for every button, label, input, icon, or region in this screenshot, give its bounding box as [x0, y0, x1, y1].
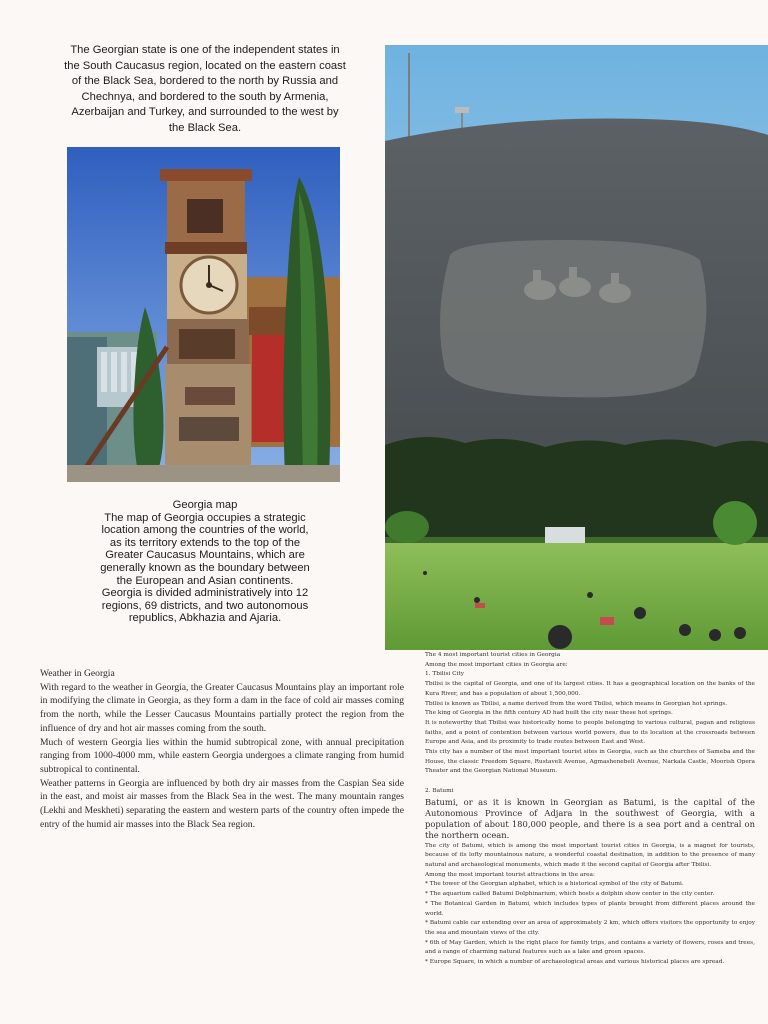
cities-subheading: Among the most important cities in Georgia are:: [425, 661, 568, 668]
batumi-attraction: * Europe Square, in which a number of archaeological areas and various historical places are spread.: [425, 959, 725, 966]
map-section-title: Georgia map: [172, 499, 238, 511]
batumi-lead: Batumi, or as it is known in Georgian as Batumi, is the capital of the Autonomous Province of Adjara in the southwest of Georgia, with a population of about 180,000 people, and there is a sea port and a central on the northern ocean.: [425, 796, 755, 841]
batumi-attraction: * The Botanical Garden in Batumi, which includes types of plants brought from different places around the world.: [425, 900, 755, 917]
batumi-attraction: * The aquarium called Batumi Dolphinarium, which hosts a dolphin show center in the city center.: [425, 891, 715, 898]
tbilisi-paragraph-3: The king of Georgia in the fifth century AD had built the city near these hot springs.: [425, 710, 673, 717]
weather-paragraph-3: Weather patterns in Georgia are influenced by both dry air masses from the Caspian Sea side in the east, and moist air masses from the Black Sea in the west. The many mountain ranges (Lekhi and Meskheti) separating the eastern and western parts of the country often impede the entry of the humid air masses into the Black Sea region.: [40, 777, 404, 830]
batumi-title: 2. Batumi: [425, 788, 454, 795]
section-spacer: [425, 777, 755, 787]
tbilisi-paragraph-1: Tbilisi is the capital of Georgia, and one of its largest cities. It has a geographical location on the banks of the Kura River, and has a population of about 1,500,000.: [425, 681, 755, 697]
weather-section: [40, 667, 404, 831]
weather-paragraph-2: Much of western Georgia lies within the humid subtropical zone, with annual precipitation ranging from 1000-4000 mm, while eastern Georgia undergoes a climate ranging from humid subtropical to continental.: [40, 736, 404, 775]
map-section-text: The map of Georgia occupies a strategic location among the countries of the world, as its territory extends to the top of the Greater Caucasus Mountains, which are generally known as the boundary between the European and Asian continents. Georgia is divided administratively into 12 regions, 69 districts, and two autonomous republics, Abkhazia and Ajaria.: [100, 511, 310, 625]
weather-title: Weather in Georgia: [40, 668, 115, 679]
batumi-attraction: * 6th of May Garden, which is the right place for family trips, and contains a variety of flowers, roses and trees, and a range of charming natural features such as a lake and green spaces.: [425, 939, 755, 956]
batumi-attractions-intro: Among the most important tourist attractions in the area:: [425, 871, 595, 878]
clock-tower-photo: [67, 147, 340, 482]
tbilisi-paragraph-5: This city has a number of the most important tourist sites in Georgia, such as the churches of Sameba and the House, the classic Freedom Square, Rustaveli Avenue, Agmashenebeli Avenue, Narkala Castle, Moorish Opera Theater and the Georgian National Museum.: [425, 749, 755, 775]
tbilisi-paragraph-2: Tbilisi is known as Tbilisi, a name derived from the word Tbilisi, which means in Georgian hot springs.: [425, 700, 728, 707]
tbilisi-title: 1. Tbilisi City: [425, 671, 465, 678]
batumi-paragraph-1: The city of Batumi, which is among the most important tourist cities in Georgia, is a magnet for tourists, because of its lofty mountainous nature, a wonderful coastal destination, in addition to the presence of many natural and archaeological monuments, which made it the second capital of Georgia after Tbilisi.: [425, 842, 755, 869]
intro-paragraph: The Georgian state is one of the independent states in the South Caucasus region, located on the eastern coast of the Black Sea, bordered to the north by Russia and Chechnya, and bordered to the south by Armenia, Azerbaijan and Turkey, and surrounded to the west by the Black Sea.: [64, 44, 346, 134]
batumi-attraction: * Batumi cable car extending over an area of approximately 2 km, which offers visitors the opportunity to enjoy the sea and mountain views of the city.: [425, 920, 755, 936]
stone-mountain-photo: [385, 45, 768, 650]
cities-heading: The 4 most important tourist cities in Georgia: [425, 652, 561, 658]
weather-paragraph-1: With regard to the weather in Georgia, the Greater Caucasus Mountains play an important role in modifying the climate in Georgia, as they form a dam in the face of cold air masses coming from the north, while the Lesser Caucasus Mountains partially protect the region from the influence of dry and hot air masses coming from the south.: [40, 681, 404, 734]
map-section: [100, 499, 310, 625]
tbilisi-paragraph-4: It is noteworthy that Tbilisi was historically home to people belonging to various cultural, pagan and religious faiths, and a point of contention between various world powers, due to its location at the crossroads between Europe and Asia, and its proximity to trade routes between East and West.: [425, 719, 755, 746]
tourist-cities-section: [425, 651, 755, 968]
batumi-attraction: * The tower of the Georgian alphabet, which is a historical symbol of the city of Batumi.: [425, 881, 684, 888]
